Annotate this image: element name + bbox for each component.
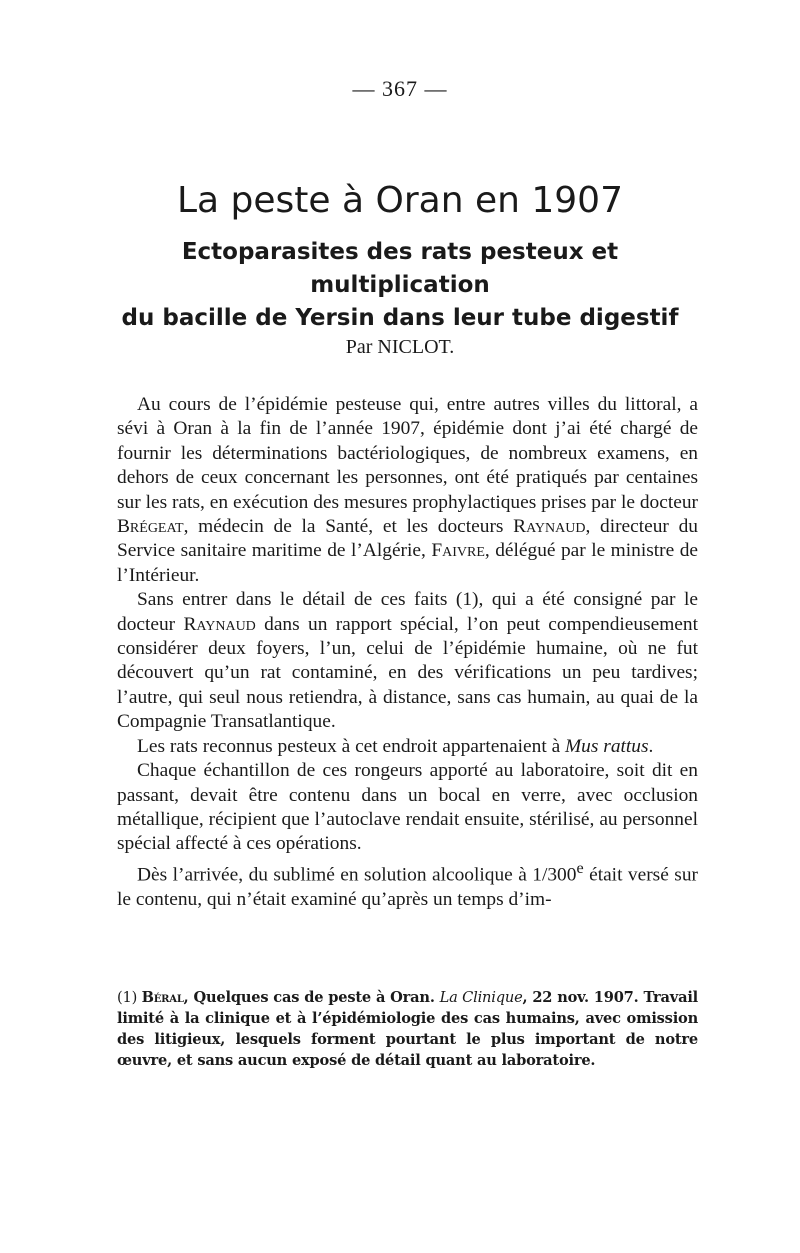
article-title: La peste à Oran en 1907 [176, 180, 623, 221]
paragraph-text: . [648, 735, 654, 757]
paragraph-text: , délégué par le ministre de l’Intérieur. [117, 540, 698, 586]
paragraph-4: Chaque échantillon de ces rongeurs apporté au laboratoire, soit dit en passant, devait être contenu dans un bocal en verre, avec occlusion métallique, récipient que l’autoclave rendait ensuite, stérilisé, au personnel spécial affecté à ces opérations. [117, 760, 698, 855]
person-name: Raynaud [183, 613, 256, 635]
journal-title: La Clinique [439, 989, 523, 1006]
article-subtitle [100, 236, 700, 335]
person-name: Faivre [431, 540, 485, 562]
author-byline: Par NICLOT. [345, 336, 455, 358]
footnote-author: Béral [141, 989, 184, 1006]
paragraph-text: Dès l’arrivée, du sublimé en solution alcoolique à 1/300 [137, 864, 577, 886]
paragraph-text: Au cours de l’épidémie pesteuse qui, entre autres villes du littoral, a sévi à Oran à la fin de l’année 1907, épidémie dont j’ai été chargé de fournir les déterminations bactériologiques, de nombreux examens, en dehors de ceux concernant les personnes, ont été pratiqués par centaines sur les rats, en exécution des mesures prophylactiques prises par le docteur [117, 394, 698, 513]
footnote-marker: (1) [117, 989, 142, 1006]
paragraph-1 [117, 393, 698, 588]
subtitle-line-1: Ectoparasites des rats pesteux et multiplication [181, 239, 619, 298]
paragraph-text: Les rats reconnus pesteux à cet endroit appartenaient à [137, 735, 566, 757]
person-name: Brégeat [117, 516, 184, 538]
footnote-text: , Quelques cas de peste à Oran. [183, 989, 440, 1006]
paragraph-text: dans un rapport spécial, l’on peut compendieusement considérer deux foyers, l’un, celui de l’épidémie humaine, où ne fut découvert qu’un rat contaminé, en des vérifications un peu tardives; l’autre, qui seul nous retiendra, à distance, sans cas humain, au quai de la Compagnie Transatlantique. [117, 613, 699, 733]
species-name: Mus rattus [565, 735, 649, 757]
ordinal-superscript: e [576, 859, 584, 877]
paragraph-3 [117, 735, 698, 759]
paragraph-text: , directeur du Service sanitaire maritime de l’Algérie, [117, 516, 698, 562]
page-number: — 367 — [352, 76, 448, 101]
person-name: Raynaud [513, 516, 586, 538]
paragraph-text: Sans entrer dans le détail de ces faits (1), qui a été consigné par le docteur [117, 589, 698, 635]
footnote [117, 987, 698, 1071]
article-body [117, 393, 698, 912]
paragraph-text: était versé sur le contenu, qui n’était examiné qu’après un temps d’im- [117, 864, 698, 910]
paragraph-text: , médecin de la Santé, et les docteurs [183, 516, 514, 538]
footnote-text: , 22 nov. 1907. Travail limité à la clinique et à l’épidémiologie des cas humains, avec omission des litigieux, lesquels forment pourtant le plus important de notre œuvre, et sans aucun exposé de détail quant au laboratoire. [117, 989, 699, 1069]
paragraph-2 [117, 588, 698, 734]
subtitle-line-2: du bacille de Yersin dans leur tube digestif [121, 305, 679, 331]
paragraph-5 [117, 857, 698, 912]
